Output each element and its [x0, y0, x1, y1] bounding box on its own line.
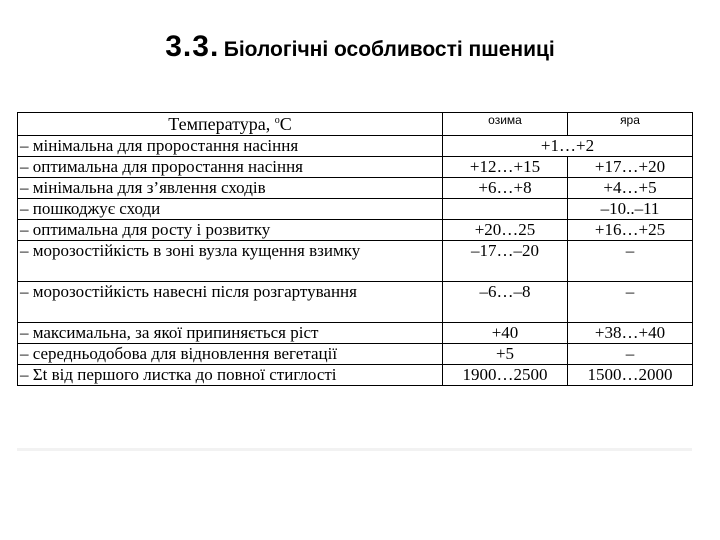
row-label: – морозостійкість навесні після розгартування [18, 282, 443, 323]
row-value-winter: +40 [443, 323, 568, 344]
row-value-spring: +38…+40 [568, 323, 693, 344]
header-parameter: Температура, $^o$C [18, 113, 443, 136]
slide-title [0, 30, 720, 64]
row-value-winter [443, 199, 568, 220]
row-label: – мінімальна для проростання насіння [18, 136, 443, 157]
row-value-winter: –6…–8 [443, 282, 568, 323]
row-label: – оптимальна для проростання насіння [18, 157, 443, 178]
table-row [18, 178, 693, 199]
title-number: 3.3. [165, 30, 220, 63]
row-value-spring: 1500…2000 [568, 365, 693, 386]
row-value-winter: +20…25 [443, 220, 568, 241]
header-winter: озима [443, 113, 568, 136]
table-bottom-shade [17, 448, 692, 451]
row-label: – пошкоджує сходи [18, 199, 443, 220]
temperature-table [17, 112, 693, 386]
row-value-spring: – [568, 241, 693, 282]
row-value-winter: +6…+8 [443, 178, 568, 199]
row-value-winter: 1900…2500 [443, 365, 568, 386]
table-row [18, 220, 693, 241]
table-row [18, 323, 693, 344]
table-row [18, 136, 693, 157]
table-row [18, 344, 693, 365]
table-row [18, 241, 693, 282]
degree-superscript: o [274, 115, 280, 126]
row-label: – Σt від першого листка до повної стиглості [18, 365, 443, 386]
table-row [18, 365, 693, 386]
row-label: – морозостійкість в зоні вузла кущення взимку [18, 241, 443, 282]
row-value-winter: –17…–20 [443, 241, 568, 282]
row-label: – середньодобова для відновлення вегетації [18, 344, 443, 365]
row-value-spring: – [568, 344, 693, 365]
row-value-spring: –10..–11 [568, 199, 693, 220]
row-label: – максимальна, за якої припиняється ріст [18, 323, 443, 344]
table-row [18, 157, 693, 178]
row-label: – мінімальна для з’явлення сходів [18, 178, 443, 199]
table-row [18, 282, 693, 323]
header-spring: яра [568, 113, 693, 136]
row-value-spring: +4…+5 [568, 178, 693, 199]
table-row [18, 199, 693, 220]
row-value-winter: +5 [443, 344, 568, 365]
row-label: – оптимальна для росту і розвитку [18, 220, 443, 241]
row-value-spring: – [568, 282, 693, 323]
table-header-row [18, 113, 693, 136]
title-text: Біологічні особливості пшениці [223, 38, 555, 61]
row-value-spring: +16…+25 [568, 220, 693, 241]
row-value-spring: +17…+20 [568, 157, 693, 178]
row-value-merged: +1…+2 [443, 136, 693, 157]
row-value-winter: +12…+15 [443, 157, 568, 178]
